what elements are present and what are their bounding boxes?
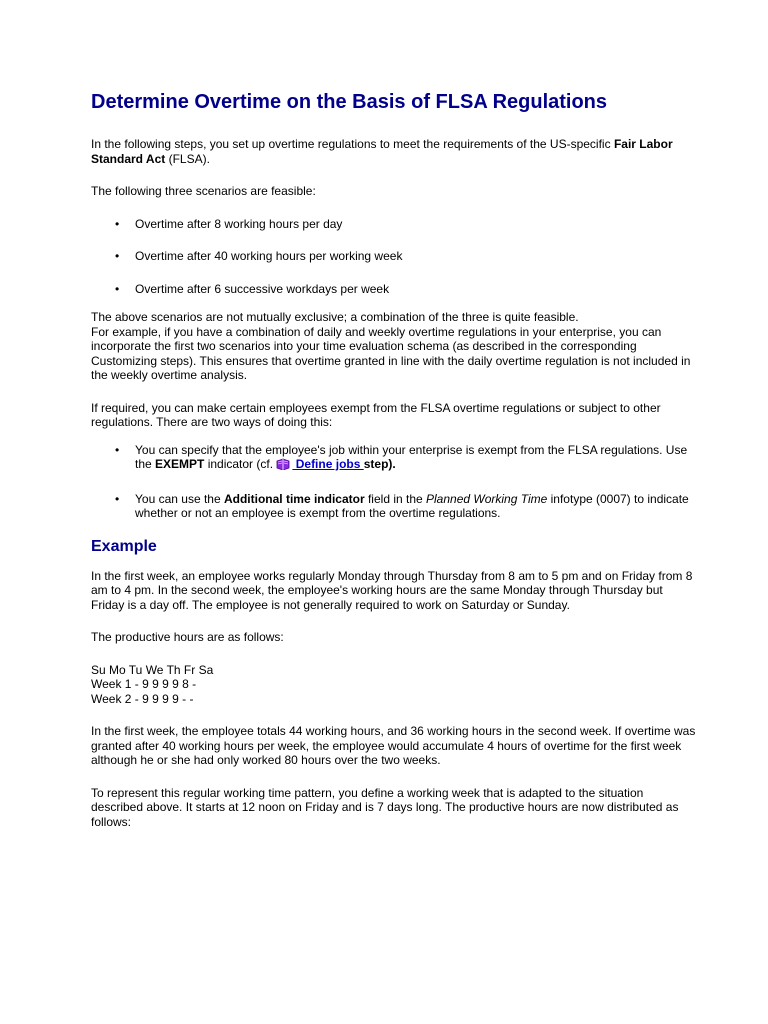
intro-after: (FLSA).	[165, 151, 210, 166]
exempt-list	[91, 443, 698, 521]
list-item-text: Overtime after 8 working hours per day	[135, 216, 343, 231]
page-title: Determine Overtime on the Basis of FLSA Regulations	[91, 91, 608, 113]
exclusive-paragraph-2: For example, if you have a combination of daily and weekly overtime regulations in your enterprise, you can incorporate the first two scenarios into your time evaluation schema (as described in the corresponding Customizing steps). This ensures that overtime granted in line with the daily overtime regulation is not included in the weekly overtime analysis.	[91, 324, 691, 382]
intro-text: In the following steps, you set up overtime regulations to meet the requirements of the US-specific	[91, 137, 614, 151]
book-icon[interactable]	[276, 458, 290, 474]
list-item	[91, 217, 698, 232]
bullet-icon: •	[115, 249, 120, 263]
example-paragraph-3: To represent this regular working time pattern, you define a working week that is adapted to the situation described above. It starts at 12 noon on Friday and is 7 days long. The productive hours are now distributed as follows:	[91, 785, 679, 829]
define-jobs-link[interactable]: Define jobs	[292, 457, 364, 471]
bullet-icon: •	[115, 216, 120, 231]
bullet-icon: •	[115, 491, 120, 506]
list-item	[91, 282, 698, 297]
list-item-text: step).	[363, 457, 396, 471]
intro-bold: Fair Labor Standard Act	[91, 137, 673, 166]
list-item-text: Overtime after 6 successive workdays per week	[135, 281, 390, 296]
list-item	[91, 249, 698, 264]
hours-table	[91, 663, 698, 707]
bullet-icon: •	[115, 442, 120, 457]
list-item-text: field in the	[364, 491, 427, 506]
productive-intro: The productive hours are as follows:	[91, 630, 284, 644]
exempt-paragraph: If required, you can make certain employees exempt from the FLSA overtime regulations or subject to other regulations. There are two ways of doing this:	[91, 400, 661, 429]
example-heading: Example	[91, 537, 157, 555]
bullet-icon: •	[115, 281, 120, 296]
list-item	[91, 492, 698, 521]
hours-header: Su Mo Tu We Th Fr Sa	[91, 662, 214, 677]
example-paragraph-1: In the first week, an employee works regularly Monday through Thursday from 8 am to 5 pm and on Friday from 8 am to 4 pm. In the second week, the employee's working hours are the same Monday through Thursday but Friday is a day off. The employee is not generally required to work on Saturday or Sunday.	[91, 568, 693, 612]
infotype-name: Planned Working Time	[426, 491, 548, 506]
scenario-list	[91, 217, 698, 297]
hours-week-2: Week 2 - 9 9 9 9 - -	[91, 691, 194, 706]
scenarios-intro: The following three scenarios are feasible:	[91, 184, 316, 198]
list-item	[91, 443, 698, 474]
intro-paragraph	[91, 137, 698, 166]
list-item-text: You can use the	[135, 491, 224, 506]
exclusive-paragraph-1: The above scenarios are not mutually exclusive; a combination of the three is quite feasible.	[91, 310, 579, 324]
exempt-indicator-label: EXEMPT	[155, 457, 205, 471]
hours-week-1: Week 1 - 9 9 9 9 8 -	[91, 677, 197, 691]
example-paragraph-2: In the first week, the employee totals 44 working hours, and 36 working hours in the second week. If overtime was granted after 40 working hours per week, the employee would accumulate 4 hours of overtime for the first week although he or she had only worked 80 hours over the two weeks.	[91, 724, 696, 767]
additional-indicator-label: Additional time indicator	[223, 491, 365, 506]
list-item-text: You can specify that the employee's job within your enterprise is exempt from the FLSA regulations. Use the	[135, 442, 688, 471]
list-item-text: Overtime after 40 working hours per working week	[135, 249, 403, 263]
list-item-text: infotype (0007) to indicate whether or not an employee is exempt from the overtime regulations.	[135, 491, 689, 520]
list-item-text: indicator (cf.	[204, 457, 277, 471]
